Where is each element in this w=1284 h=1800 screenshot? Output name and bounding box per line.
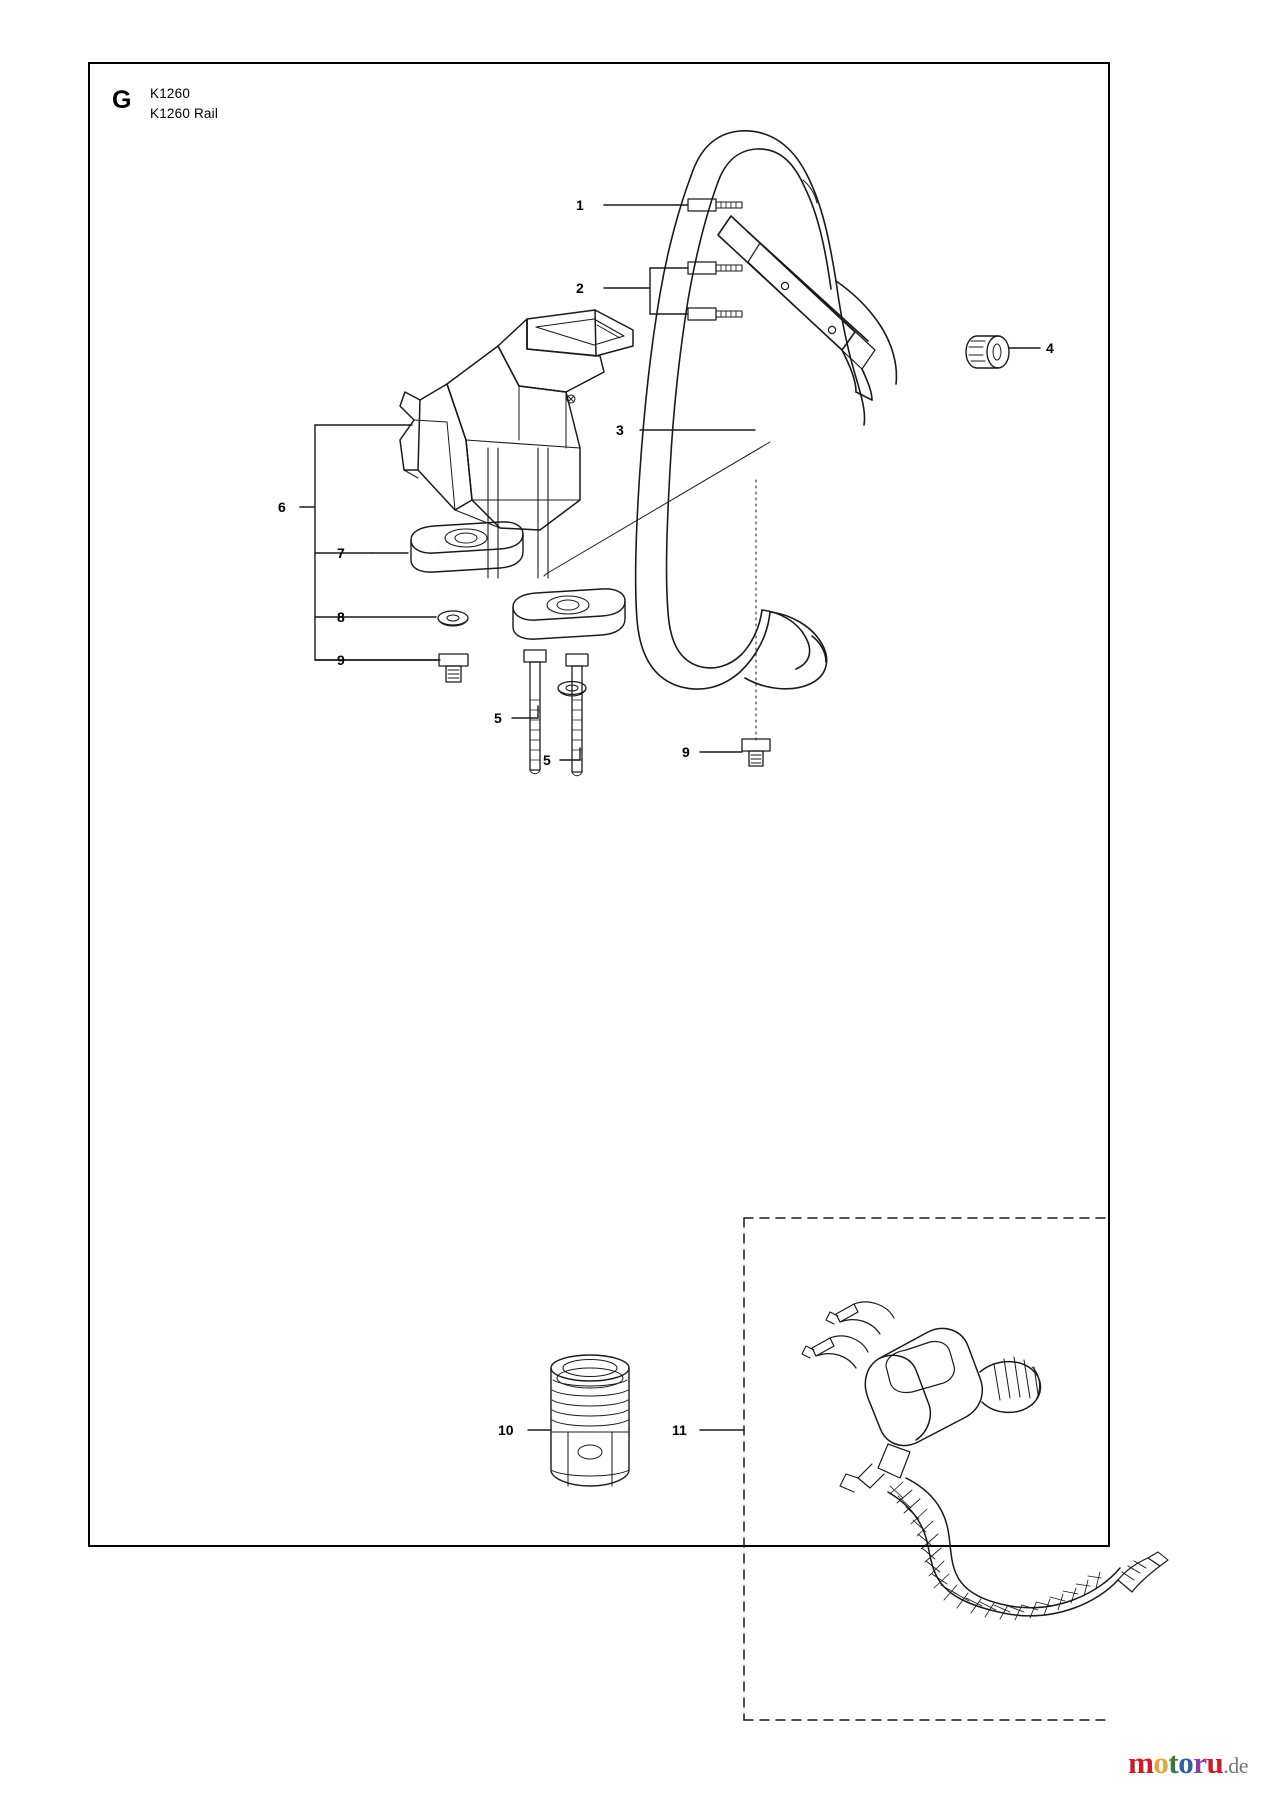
section-title-block (150, 84, 218, 123)
callout-3: 3 (616, 422, 624, 438)
watermark-letter-r: r (1193, 1745, 1207, 1780)
callout-5b: 5 (543, 752, 551, 768)
motoruf-watermark (1128, 1747, 1248, 1778)
watermark-letter-t: t (1168, 1745, 1179, 1780)
callout-10: 10 (498, 1422, 514, 1438)
model-title-line-2: K1260 Rail (150, 105, 219, 121)
watermark-letter-m: m (1128, 1745, 1154, 1780)
watermark-suffix: .de (1223, 1753, 1248, 1778)
callout-9b: 9 (682, 744, 690, 760)
callout-9a: 9 (337, 652, 345, 668)
callout-2: 2 (576, 280, 584, 296)
callout-6: 6 (278, 499, 286, 515)
watermark-letter-o2: o (1178, 1745, 1194, 1780)
watermark-letter-o1: o (1153, 1745, 1169, 1780)
callout-5a: 5 (494, 710, 502, 726)
callout-7: 7 (337, 545, 345, 561)
callout-1: 1 (576, 197, 584, 213)
section-letter: G (112, 86, 132, 114)
diagram-frame (88, 62, 1110, 1547)
callout-11: 11 (672, 1422, 687, 1438)
callout-4: 4 (1046, 340, 1054, 356)
callout-8: 8 (337, 609, 345, 625)
watermark-letter-u: u (1206, 1745, 1224, 1780)
model-title-line-1: K1260 (150, 86, 191, 101)
